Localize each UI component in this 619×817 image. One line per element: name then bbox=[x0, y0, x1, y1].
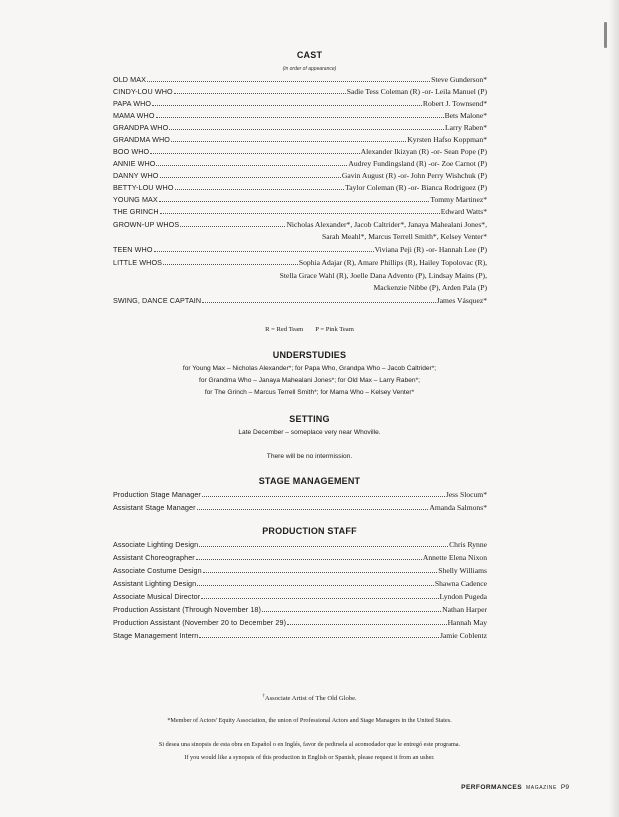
leader-dots bbox=[150, 147, 359, 154]
staff-role: Assistant Choreographer bbox=[113, 553, 195, 562]
leader-dots bbox=[202, 490, 445, 497]
cast-row bbox=[113, 258, 487, 268]
leader-dots bbox=[203, 566, 438, 573]
leader-dots bbox=[174, 87, 346, 94]
page-edge-mark bbox=[604, 22, 607, 48]
cast-order-note: (in order of appearance) bbox=[282, 66, 337, 72]
cast-role: CINDY-LOU WHO bbox=[113, 87, 173, 96]
leader-dots bbox=[175, 183, 345, 190]
leader-dots bbox=[159, 195, 430, 202]
leader-dots bbox=[163, 258, 298, 265]
cast-name: Steve Gunderson* bbox=[431, 75, 487, 84]
synopsis-note-english: If you would like a synopsis of this production in English or Spanish, please request it from an usher. bbox=[184, 754, 435, 761]
cast-row bbox=[113, 245, 487, 255]
cast-row bbox=[113, 183, 487, 193]
leader-dots bbox=[160, 171, 341, 178]
understudies-line: for Grandma Who – Janaya Mahealani Jones*; for Old Max – Larry Raben*; bbox=[198, 377, 420, 384]
cast-row bbox=[113, 220, 487, 230]
cast-role: SWING, DANCE CAPTAIN bbox=[113, 296, 202, 305]
staff-role: Assistant Stage Manager bbox=[113, 503, 196, 512]
cast-name: Viviana Peji (R) -or- Hannah Lee (P) bbox=[374, 245, 487, 254]
leader-dots bbox=[147, 75, 430, 82]
cast-role: OLD MAX bbox=[113, 75, 147, 84]
cast-name-continued: Mackenzie Nibbe (P), Arden Pala (P) bbox=[373, 283, 487, 292]
understudies-line: for The Grinch – Marcus Terrell Smith*; for Mama Who – Kelsey Venter* bbox=[204, 389, 415, 396]
synopsis-note-spanish: Si desea una sinopsis de esta obra en Español o en Inglés, favor de pedirsela al acomodador que le entregó este programa. bbox=[158, 741, 461, 748]
cast-name-continued: Sarah Meahl*, Marcus Terrell Smith*, Kelsey Venter* bbox=[322, 232, 487, 241]
cast-role: TEEN WHO bbox=[113, 245, 153, 254]
setting-text: Late December – someplace very near Whoville. bbox=[238, 429, 381, 436]
staff-role: Associate Musical Director bbox=[113, 592, 201, 601]
staff-row bbox=[113, 592, 487, 602]
staff-name: Hannah May bbox=[447, 618, 487, 627]
cast-row bbox=[113, 87, 487, 97]
stage-management-heading: STAGE MANAGEMENT bbox=[258, 476, 361, 486]
leader-dots bbox=[262, 605, 441, 612]
leader-dots bbox=[197, 579, 434, 586]
understudies-line: for Young Max – Nicholas Alexander*; for Papa Who, Grandpa Who – Jacob Caltrider*; bbox=[182, 365, 437, 372]
leader-dots bbox=[154, 245, 374, 252]
staff-row bbox=[113, 490, 487, 500]
leader-dots bbox=[152, 99, 422, 106]
cast-row bbox=[113, 75, 487, 85]
leader-dots bbox=[199, 540, 448, 547]
cast-row bbox=[113, 207, 487, 217]
cast-row bbox=[113, 99, 487, 109]
staff-name: Shawna Cadence bbox=[434, 579, 487, 588]
staff-row bbox=[113, 579, 487, 589]
staff-role: Production Assistant (November 20 to December 29) bbox=[113, 618, 287, 627]
cast-heading: CAST bbox=[296, 50, 323, 60]
cast-role: GROWN-UP WHOS bbox=[113, 220, 180, 229]
staff-role: Stage Management Intern bbox=[113, 631, 199, 640]
cast-role: GRANDMA WHO bbox=[113, 135, 171, 144]
magazine-brand: PERFORMANCES bbox=[461, 784, 522, 791]
cast-name: Kyrsten Hafso Koppman* bbox=[407, 135, 487, 144]
associate-artist-note bbox=[0, 692, 619, 704]
leader-dots bbox=[160, 207, 440, 214]
cast-role: PAPA WHO bbox=[113, 99, 152, 108]
leader-dots bbox=[196, 553, 422, 560]
cast-name: Nicholas Alexander*, Jacob Caltrider*, Janaya Mahealani Jones*, bbox=[286, 220, 487, 229]
staff-name: Jamie Coblentz bbox=[439, 631, 487, 640]
team-legend bbox=[0, 326, 619, 333]
dagger-mark: † bbox=[262, 694, 265, 699]
staff-role: Assistant Lighting Design bbox=[113, 579, 197, 588]
cast-name: Robert J. Townsend* bbox=[422, 99, 487, 108]
staff-name: Shelly Williams bbox=[438, 566, 487, 575]
cast-name: Sadie Tess Coleman (R) -or- Leila Manuel (P) bbox=[346, 87, 487, 96]
leader-dots bbox=[156, 111, 444, 118]
cast-name: Tommy Martinez* bbox=[430, 195, 487, 204]
leader-dots bbox=[171, 135, 406, 142]
team-pink-label: P = Pink Team bbox=[315, 326, 354, 333]
cast-row bbox=[113, 111, 487, 121]
cast-name: Gavin August (R) -or- John Perry Wishchuk (P) bbox=[341, 171, 487, 180]
cast-name: Audrey Fundingsland (R) -or- Zoe Carnot (P) bbox=[348, 159, 487, 168]
cast-name: James Vásquez* bbox=[436, 296, 487, 305]
staff-row bbox=[113, 566, 487, 576]
cast-name: Bets Malone* bbox=[444, 111, 487, 120]
cast-role: YOUNG MAX bbox=[113, 195, 158, 204]
equity-note: *Member of Actors' Equity Association, the union of Professional Actors and Stage Managers in the United States. bbox=[167, 717, 452, 724]
magazine-footer bbox=[461, 784, 569, 791]
magazine-label: MAGAZINE bbox=[526, 785, 557, 791]
staff-row bbox=[113, 540, 487, 550]
understudies-heading: UNDERSTUDIES bbox=[272, 350, 347, 360]
staff-role: Associate Lighting Design bbox=[113, 540, 199, 549]
cast-role: MAMA WHO bbox=[113, 111, 155, 120]
leader-dots bbox=[180, 220, 285, 227]
cast-role: BETTY-LOU WHO bbox=[113, 183, 174, 192]
cast-row bbox=[113, 171, 487, 181]
staff-name: Annette Elena Nixon bbox=[422, 553, 487, 562]
cast-row bbox=[113, 135, 487, 145]
staff-name: Chris Rynne bbox=[449, 540, 487, 549]
staff-row bbox=[113, 503, 487, 513]
cast-row bbox=[113, 123, 487, 133]
cast-row bbox=[113, 296, 487, 306]
cast-row bbox=[113, 195, 487, 205]
staff-role: Associate Costume Design bbox=[113, 566, 202, 575]
cast-role: THE GRINCH bbox=[113, 207, 159, 216]
cast-role: LITTLE WHOS bbox=[113, 258, 163, 267]
cast-row bbox=[113, 159, 487, 169]
cast-role: GRANDPA WHO bbox=[113, 123, 169, 132]
leader-dots bbox=[197, 503, 429, 510]
staff-name: Jess Slocum* bbox=[445, 490, 487, 499]
staff-role: Production Stage Manager bbox=[113, 490, 201, 499]
cast-role: BOO WHO bbox=[113, 147, 150, 156]
cast-name: Edward Watts* bbox=[440, 207, 487, 216]
cast-name: Sophia Adajar (R), Amare Phillips (R), Hailey Topolovac (R), bbox=[298, 258, 487, 267]
page-number: P9 bbox=[560, 784, 569, 791]
cast-row bbox=[113, 147, 487, 157]
leader-dots bbox=[169, 123, 444, 130]
intermission-note: There will be no intermission. bbox=[266, 453, 353, 460]
staff-role: Production Assistant (Through November 18) bbox=[113, 605, 262, 614]
staff-name: Nathan Harper bbox=[442, 605, 487, 614]
cast-name: Alexander Ikizyan (R) -or- Sean Pope (P) bbox=[360, 147, 487, 156]
leader-dots bbox=[201, 592, 438, 599]
associate-artist-text: Associate Artist of The Old Globe. bbox=[264, 695, 357, 703]
staff-name: Amanda Salmons* bbox=[429, 503, 487, 512]
staff-row bbox=[113, 631, 487, 641]
staff-row bbox=[113, 618, 487, 628]
leader-dots bbox=[199, 631, 439, 638]
team-red-label: R = Red Team bbox=[265, 326, 304, 333]
staff-name: Lyndon Pugeda bbox=[439, 592, 487, 601]
cast-role: ANNIE WHO bbox=[113, 159, 156, 168]
cast-role: DANNY WHO bbox=[113, 171, 159, 180]
setting-heading: SETTING bbox=[289, 414, 330, 424]
production-staff-heading: PRODUCTION STAFF bbox=[262, 526, 357, 536]
cast-name: Taylor Coleman (R) -or- Bianca Rodriguez (P) bbox=[345, 183, 487, 192]
leader-dots bbox=[287, 618, 446, 625]
staff-row bbox=[113, 553, 487, 563]
cast-name: Larry Raben* bbox=[445, 123, 487, 132]
staff-row bbox=[113, 605, 487, 615]
leader-dots bbox=[202, 296, 436, 303]
cast-name-continued: Stella Grace Wahl (R), Joelle Dana Advento (P), Lindsay Mains (P), bbox=[279, 271, 487, 280]
leader-dots bbox=[156, 159, 347, 166]
